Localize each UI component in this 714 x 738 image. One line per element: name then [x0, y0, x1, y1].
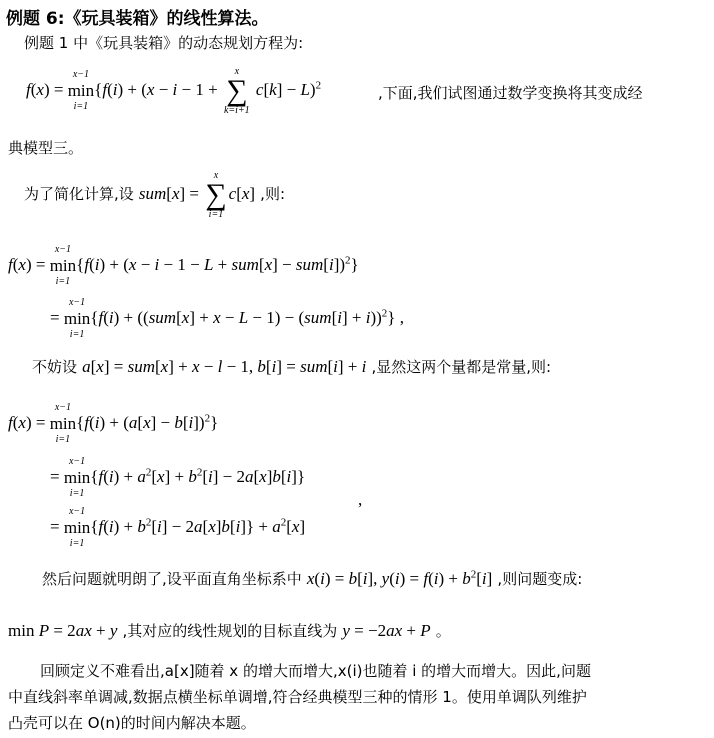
let-text: 不妨设: [32, 358, 78, 376]
conclusion-line-3: 凸壳可以在 O(n)的时间内解决本题。: [8, 714, 256, 732]
conclusion-line-1: 回顾定义不难看出,a[x]随着 x 的增大而增大,x(i)也随着 i 的增大而增大。因此,问题: [40, 662, 591, 680]
f-derivation-4: = x−1 min i=1 $\{f(i) + a^2[x] + b^2[i] - 2a[x]b[i]\}$: [50, 456, 306, 499]
let-line: 不妨设 a[x] = sum[x] + x − l − 1, b[i] = sum[i] + i ,显然这两个量都是常量,则:: [32, 357, 552, 376]
dp-equation: f(x) = x−1 min i=1 {f(i) + (x − i − 1 + x ∑ k=i+1 c[k] − L)$^2$: [26, 66, 322, 116]
intro-text: 例题 1 中《玩具装箱》的动态规划方程为:: [24, 34, 304, 52]
f-derivation-5: = x−1 min i=1 $\{f(i) + b^2[i] - 2a[x]b[i]\} + a^2[x]$: [50, 506, 306, 549]
f-derivation-2: = x−1 min i=1 $\{f(i) + ((sum[x] + x - L - 1) - (sum[i] + i))^2\}$ ,: [50, 297, 404, 340]
coord-text: 然后问题就明朗了,设平面直角坐标系中: [42, 570, 302, 588]
target-text: ,其对应的线性规划的目标直线为: [122, 622, 338, 640]
simplify-line: 为了简化计算,设 sum[x] = x ∑ i=1 c[x] ,则:: [24, 170, 285, 220]
eq1-tail2: 典模型三。: [8, 139, 84, 157]
eq1-tail: ,下面,我们试图通过数学变换将其变成经: [378, 84, 643, 102]
coord-line: 然后问题就明朗了,设平面直角坐标系中 x(i) = b[i], $y(i) = f(i) + b^2[i]$ ,则问题变成:: [42, 568, 583, 588]
f-derivation-1: f(x) = x−1 min i=1 $\{f(i) + (x - i - 1 - L + sum[x] - sum[i])^2\}$: [8, 244, 359, 287]
let-tail: ,显然这两个量都是常量,则:: [371, 358, 552, 376]
coord-tail: ,则问题变成:: [497, 570, 583, 588]
f-derivation-3: f(x) = x−1 min i=1 $\{f(i) + (a[x] - b[i])^2\}$: [8, 402, 219, 445]
target-line: min P = 2ax + y ,其对应的线性规划的目标直线为 y = −2ax + P 。: [8, 621, 451, 640]
conclusion-line-2: 中直线斜率单调减,数据点横坐标单调增,符合经典模型三种的情形 1。使用单调队列维护: [8, 688, 587, 706]
page-title: 例题 6:《玩具装箱》的线性算法。: [6, 9, 269, 29]
conclusion-paragraph: [8, 658, 702, 736]
comma: ,: [358, 490, 363, 509]
target-end: 。: [435, 622, 451, 640]
then-text: ,则:: [260, 184, 285, 203]
simplify-text: 为了简化计算,设: [24, 184, 134, 203]
